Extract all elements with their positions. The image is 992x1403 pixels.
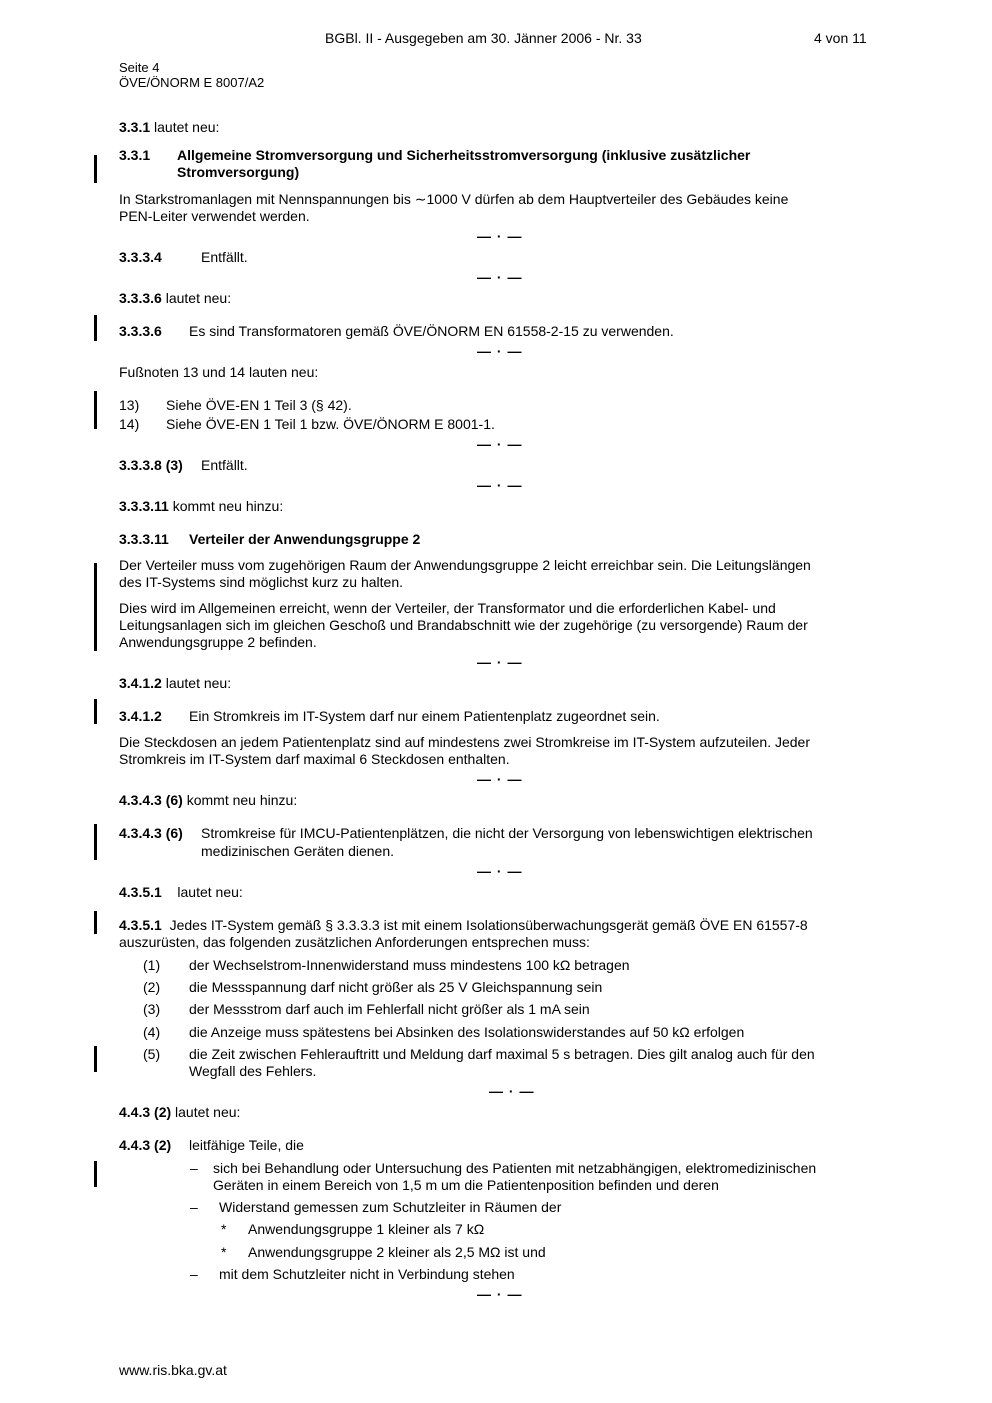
section-text: Entfällt. <box>201 249 248 265</box>
change-bar <box>94 699 97 724</box>
list-item: Widerstand gemessen zum Schutzleiter in Räumen der <box>219 1199 562 1215</box>
change-bar <box>94 563 97 651</box>
section-number: 4.3.4.3 (6) <box>119 825 183 841</box>
intro-4351: 4.3.5.1 lautet neu: <box>119 884 243 900</box>
section-text-cont: auszurüsten, das folgenden zusätzlichen Anforderungen entsprechen muss: <box>119 934 590 950</box>
footnote-number: 14) <box>119 416 140 432</box>
footnotes-intro: Fußnoten 13 und 14 lauten neu: <box>119 364 319 380</box>
sub-list-item: Anwendungsgruppe 1 kleiner als 7 kΩ <box>248 1221 485 1237</box>
separator: — · — <box>477 654 523 670</box>
list-number: (4) <box>143 1024 161 1040</box>
list-item: der Messstrom darf auch im Fehlerfall nicht größer als 1 mA sein <box>189 1001 590 1017</box>
separator: — · — <box>477 228 523 244</box>
list-number: (3) <box>143 1001 161 1017</box>
footnote-number: 13) <box>119 397 140 413</box>
footer-url[interactable]: www.ris.bka.gv.at <box>119 1362 227 1378</box>
paragraph: In Starkstromanlagen mit Nennspannungen bis ∼1000 V dürfen ab dem Hauptverteiler des Gebäudes keine <box>119 191 789 207</box>
list-number: (1) <box>143 957 161 973</box>
sub-list-item: Anwendungsgruppe 2 kleiner als 2,5 MΩ ist und <box>248 1244 546 1260</box>
list-item: die Anzeige muss spätestens bei Absinken des Isolationswiderstandes auf 50 kΩ erfolgen <box>189 1024 745 1040</box>
section-text: Stromkreise für IMCU-Patientenplätzen, die nicht der Versorgung von lebenswichtigen elektrischen <box>201 825 813 841</box>
paragraph: Dies wird im Allgemeinen erreicht, wenn der Verteiler, der Transformator und die erforderlichen Kabel- und <box>119 600 776 616</box>
section-number: 3.3.1 <box>119 147 151 163</box>
separator: — · — <box>477 1286 523 1302</box>
paragraph: Der Verteiler muss vom zugehörigen Raum der Anwendungsgruppe 2 leicht erreichbar sein. Die Leitungslängen <box>119 557 811 573</box>
separator: — · — <box>477 343 523 359</box>
section-title-cont: Stromversorgung) <box>177 164 300 180</box>
footnote-text: Siehe ÖVE-EN 1 Teil 1 bzw. ÖVE/ÖNORM E 8001-1. <box>166 416 495 432</box>
list-number: (2) <box>143 979 161 995</box>
section-number: 3.3.3.4 <box>119 249 162 265</box>
norm-label: ÖVE/ÖNORM E 8007/A2 <box>119 75 265 90</box>
section-text: Ein Stromkreis im IT-System darf nur einem Patientenplatz zugeordnet sein. <box>189 708 660 724</box>
page-header-title: BGBl. II - Ausgegeben am 30. Jänner 2006 - Nr. 33 <box>325 30 642 46</box>
intro-3412: 3.4.1.2 lautet neu: <box>119 675 232 691</box>
change-bar <box>94 824 97 860</box>
section-text: leitfähige Teile, die <box>189 1137 304 1153</box>
list-item-cont: Geräten in einem Bereich von 1,5 m um die Patientenposition befinden und deren <box>213 1177 719 1193</box>
change-bar <box>94 1161 97 1187</box>
footnote-text: Siehe ÖVE-EN 1 Teil 3 (§ 42). <box>166 397 352 413</box>
section-number: 3.3.3.11 <box>119 531 169 547</box>
section-text-cont: medizinischen Geräten dienen. <box>201 843 395 859</box>
change-bar <box>94 1046 97 1072</box>
dash-bullet: – <box>190 1266 198 1282</box>
section-title: Verteiler der Anwendungsgruppe 2 <box>189 531 421 547</box>
paragraph-cont: des IT-Systems sind möglichst kurz zu halten. <box>119 574 403 590</box>
seite-label: Seite 4 <box>119 60 160 75</box>
star-bullet: * <box>221 1221 227 1237</box>
separator: — · — <box>477 436 523 452</box>
separator: — · — <box>477 269 523 285</box>
paragraph-cont: PEN-Leiter verwendet werden. <box>119 208 310 224</box>
intro-443: 4.4.3 (2) lautet neu: <box>119 1104 241 1120</box>
section-title: Allgemeine Stromversorgung und Sicherheitsstromversorgung (inklusive zusätzlicher <box>177 147 751 163</box>
list-number: (5) <box>143 1046 161 1062</box>
change-bar <box>94 911 97 934</box>
intro-33311: 3.3.3.11 kommt neu hinzu: <box>119 498 284 514</box>
star-bullet: * <box>221 1244 227 1260</box>
paragraph-cont: Leitungsanlagen sich im gleichen Geschoß und Brandabschnitt wie der zugehörige (zu versorgende) Raum der <box>119 617 808 633</box>
section-text: Entfällt. <box>201 457 248 473</box>
list-item-cont: Wegfall des Fehlers. <box>189 1063 317 1079</box>
separator: — · — <box>489 1083 535 1099</box>
change-bar <box>94 315 97 341</box>
paragraph: Die Steckdosen an jedem Patientenplatz sind auf mindestens zwei Stromkreise im IT-System aufzuteilen. Jeder <box>119 734 810 750</box>
intro-4343: 4.3.4.3 (6) kommt neu hinzu: <box>119 792 298 808</box>
section-text: Es sind Transformatoren gemäß ÖVE/ÖNORM EN 61558-2-15 zu verwenden. <box>189 323 674 339</box>
section-number: 4.4.3 (2) <box>119 1137 172 1153</box>
page-number: 4 von 11 <box>814 30 867 46</box>
section-text: 4.3.5.1 Jedes IT-System gemäß § 3.3.3.3 ist mit einem Isolationsüberwachungsgerät gemäß ÖVE EN 61557-8 <box>119 917 808 933</box>
change-bar <box>94 391 97 429</box>
dash-bullet: – <box>190 1160 198 1176</box>
section-number: 3.3.3.6 <box>119 323 162 339</box>
list-item: sich bei Behandlung oder Untersuchung des Patienten mit netzabhängigen, elektromedizinischen <box>213 1160 817 1176</box>
paragraph-cont: Anwendungsgruppe 2 befinden. <box>119 634 317 650</box>
intro-3336: 3.3.3.6 lautet neu: <box>119 290 232 306</box>
list-item: mit dem Schutzleiter nicht in Verbindung stehen <box>219 1266 515 1282</box>
paragraph-cont: Stromkreis im IT-System darf maximal 6 Steckdosen enthalten. <box>119 751 510 767</box>
intro-331: 3.3.1 lautet neu: <box>119 119 220 135</box>
separator: — · — <box>477 771 523 787</box>
dash-bullet: – <box>190 1199 198 1215</box>
section-number: 3.4.1.2 <box>119 708 162 724</box>
separator: — · — <box>477 863 523 879</box>
list-item: die Messspannung darf nicht größer als 25 V Gleichspannung sein <box>189 979 603 995</box>
separator: — · — <box>477 477 523 493</box>
list-item: der Wechselstrom-Innenwiderstand muss mindestens 100 kΩ betragen <box>189 957 630 973</box>
list-item: die Zeit zwischen Fehlerauftritt und Meldung darf maximal 5 s betragen. Dies gilt analog auch für den <box>189 1046 815 1062</box>
change-bar <box>94 155 97 183</box>
section-number: 3.3.3.8 (3) <box>119 457 183 473</box>
